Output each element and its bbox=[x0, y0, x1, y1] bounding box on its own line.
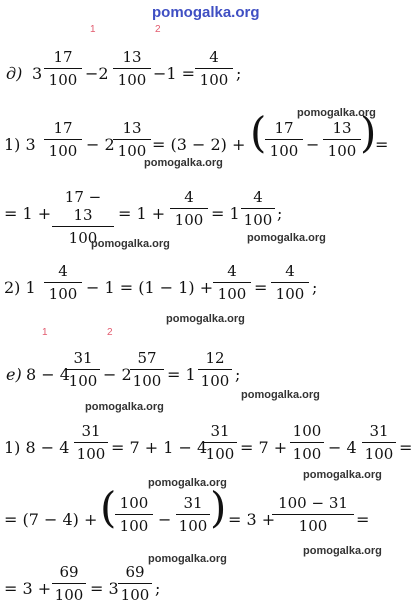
operator: −1 = bbox=[153, 64, 196, 83]
fraction: 17 − 13 100 bbox=[52, 188, 114, 247]
watermark-text: pomogalka.org bbox=[148, 477, 227, 489]
fraction: 4 100 bbox=[241, 188, 275, 229]
watermark-text: pomogalka.org bbox=[303, 469, 382, 481]
step-marker-1: 1 bbox=[42, 327, 48, 338]
fraction: 4 100 bbox=[44, 262, 82, 303]
operator: − 2 bbox=[103, 365, 132, 384]
operator: = 3 bbox=[90, 579, 119, 598]
step-label: 1) 3 bbox=[4, 135, 36, 154]
problem-d-label: д) bbox=[6, 64, 23, 83]
operator: −2 bbox=[85, 64, 109, 83]
operator: = 1 bbox=[211, 204, 240, 223]
operator: − bbox=[306, 135, 320, 154]
operator: − 4 bbox=[328, 438, 357, 457]
operator: = 7 + bbox=[240, 438, 288, 457]
paren-open: ( bbox=[250, 108, 267, 157]
fraction: 31 100 bbox=[176, 494, 210, 535]
fraction: 69 100 bbox=[52, 563, 86, 604]
operator: = (3 − 2) + bbox=[152, 135, 246, 154]
problem-e-label: е) bbox=[6, 365, 22, 384]
fraction: 4 100 bbox=[271, 262, 309, 303]
step-label: 2) 1 bbox=[4, 278, 36, 297]
fraction: 31 100 bbox=[66, 349, 100, 390]
paren-close: ) bbox=[360, 108, 377, 157]
fraction: 31 100 bbox=[203, 422, 237, 463]
fraction: 100 100 bbox=[290, 422, 324, 463]
top-watermark: pomogalka.org bbox=[152, 4, 260, 21]
fraction: 17 100 bbox=[44, 119, 82, 160]
fraction: 57 100 bbox=[130, 349, 164, 390]
watermark-text: pomogalka.org bbox=[241, 389, 320, 401]
fraction: 17 100 bbox=[44, 48, 82, 89]
terminator: ; bbox=[236, 64, 242, 83]
fraction: 31 100 bbox=[74, 422, 108, 463]
operator: = 3 + bbox=[228, 510, 276, 529]
operator: = bbox=[254, 278, 268, 297]
whole-part: 3 bbox=[32, 64, 43, 83]
fraction: 13 100 bbox=[113, 48, 151, 89]
operator: − 1 = (1 − 1) + bbox=[86, 278, 214, 297]
fraction: 13 100 bbox=[113, 119, 151, 160]
step-marker-2: 2 bbox=[155, 24, 161, 35]
operator: = 7 + 1 − 4 bbox=[111, 438, 208, 457]
step-marker-1: 1 bbox=[90, 24, 96, 35]
operator: − bbox=[158, 510, 172, 529]
paren-open: ( bbox=[100, 483, 117, 532]
terminator: ; bbox=[312, 278, 318, 297]
operator: = bbox=[375, 135, 389, 154]
paren-close: ) bbox=[210, 483, 227, 532]
operator: = bbox=[399, 438, 413, 457]
watermark-text: pomogalka.org bbox=[166, 313, 245, 325]
operator: 8 − 4 bbox=[26, 365, 70, 384]
fraction: 69 100 bbox=[118, 563, 152, 604]
step-label: 1) 8 − 4 bbox=[4, 438, 70, 457]
fraction: 100 100 bbox=[115, 494, 153, 535]
watermark-text: pomogalka.org bbox=[91, 238, 170, 250]
step-marker-2: 2 bbox=[107, 327, 113, 338]
operator: = 3 + bbox=[4, 579, 52, 598]
operator: = 1 + bbox=[118, 204, 166, 223]
watermark-text: pomogalka.org bbox=[303, 545, 382, 557]
fraction: 4 100 bbox=[170, 188, 208, 229]
watermark-text: pomogalka.org bbox=[247, 232, 326, 244]
fraction-result: 4 100 bbox=[195, 48, 233, 89]
terminator: ; bbox=[155, 579, 161, 598]
operator: = bbox=[356, 510, 370, 529]
fraction: 100 − 31 100 bbox=[272, 494, 354, 535]
operator: = (7 − 4) + bbox=[4, 510, 98, 529]
watermark-text: pomogalka.org bbox=[297, 107, 376, 119]
fraction: 17 100 bbox=[265, 119, 303, 160]
watermark-text: pomogalka.org bbox=[85, 401, 164, 413]
fraction: 4 100 bbox=[213, 262, 251, 303]
operator: = 1 + bbox=[4, 204, 52, 223]
watermark-text: pomogalka.org bbox=[144, 157, 223, 169]
terminator: ; bbox=[277, 204, 283, 223]
operator: = 1 bbox=[167, 365, 196, 384]
operator: − 2 bbox=[86, 135, 115, 154]
fraction: 13 100 bbox=[323, 119, 361, 160]
fraction: 31 100 bbox=[362, 422, 396, 463]
fraction-result: 12 100 bbox=[198, 349, 232, 390]
terminator: ; bbox=[235, 365, 241, 384]
watermark-text: pomogalka.org bbox=[148, 553, 227, 565]
